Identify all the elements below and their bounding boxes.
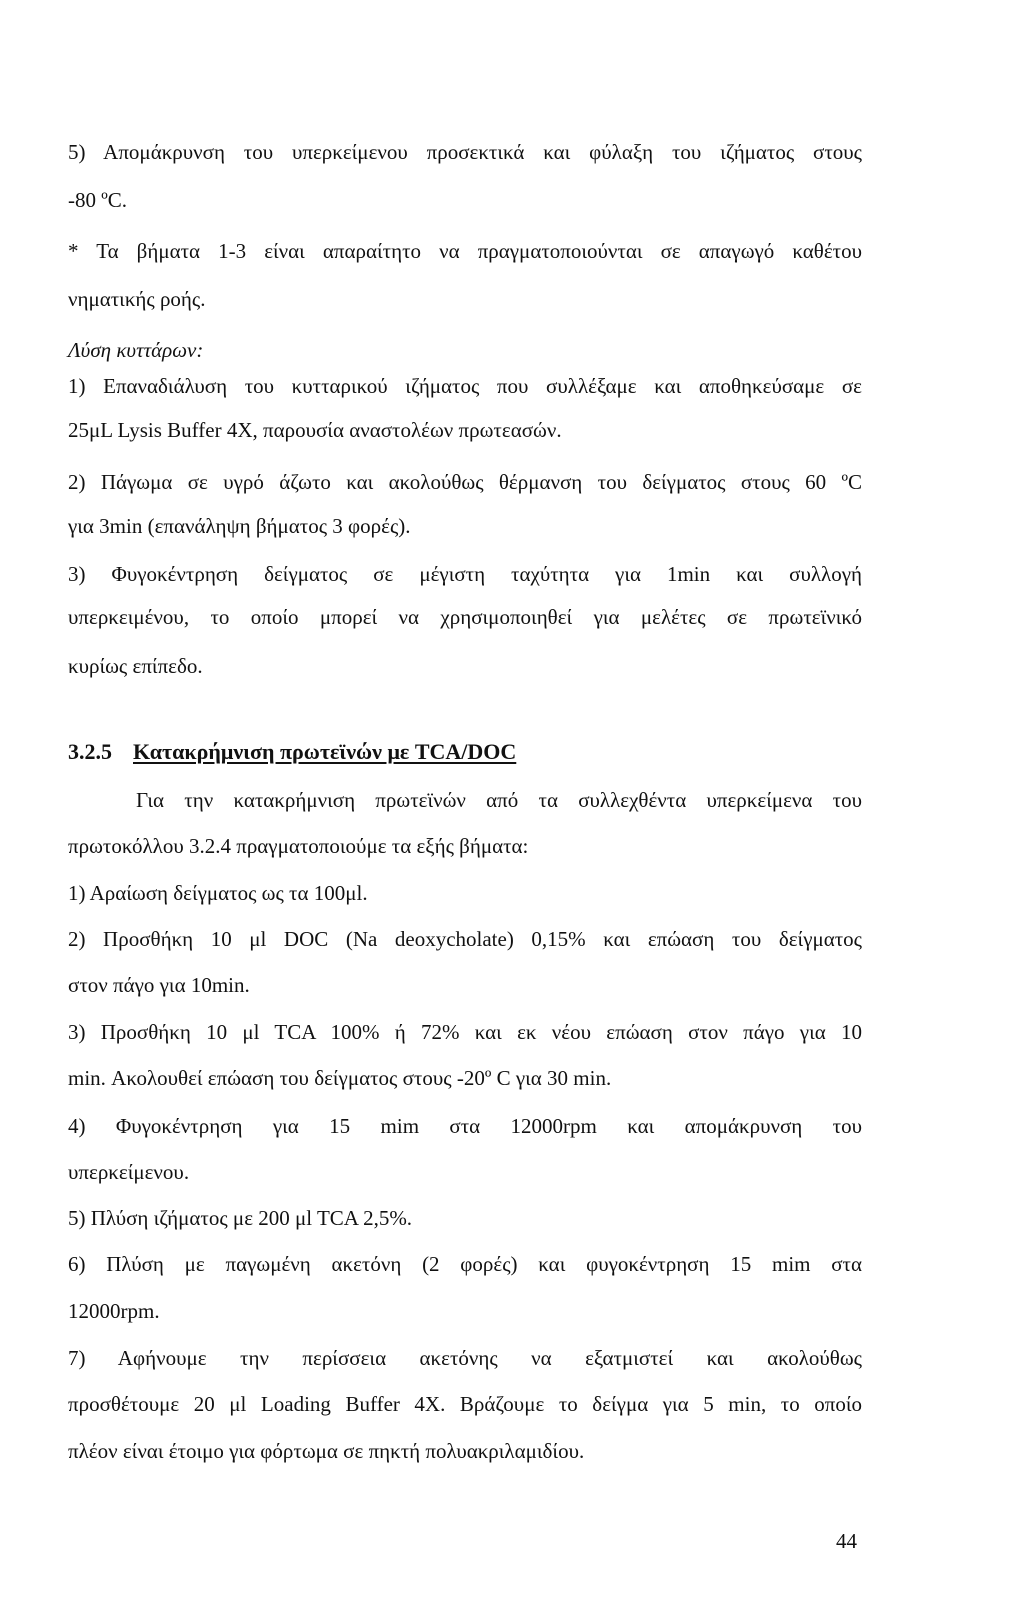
body-text-line: 2) Προσθήκη 10 μl DOC (Na deoxycholate) 0,15% και επώαση του δείγματος [68, 927, 862, 951]
body-text-line: κυρίως επίπεδο. [68, 654, 203, 678]
body-text-line: 4) Φυγοκέντρηση για 15 mim στα 12000rpm και απομάκρυνση του [68, 1114, 862, 1138]
body-text-line: 3) Φυγοκέντρηση δείγματος σε μέγιστη ταχύτητα για 1min και συλλογή [68, 562, 862, 586]
body-text-line: υπερκείμενου. [68, 1160, 190, 1184]
body-text-line: 5) Απομάκρυνση του υπερκείμενου προσεκτικά και φύλαξη του ιζήματος στους [68, 140, 862, 164]
body-text-line: min. Ακολουθεί επώαση του δείγματος στους -20º C για 30 min. [68, 1066, 612, 1090]
body-text-line: 3) Προσθήκη 10 μl TCA 100% ή 72% και εκ νέου επώαση στον πάγο για 10 [68, 1020, 862, 1044]
body-text-line: 5) Πλύση ιζήματος με 200 μl TCA 2,5%. [68, 1206, 413, 1230]
body-text-line: στον πάγο για 10min. [68, 973, 250, 997]
body-text-line: -80 ºC. [68, 188, 128, 212]
page-number: 44 [836, 1529, 857, 1553]
body-text-line: 6) Πλύση με παγωμένη ακετόνη (2 φορές) και φυγοκέντρηση 15 mim στα [68, 1252, 862, 1276]
body-text-line: 7) Αφήνουμε την περίσσεια ακετόνης να εξατμιστεί και ακολούθως [68, 1346, 862, 1370]
body-text-line: προσθέτουμε 20 μl Loading Buffer 4X. Βράζουμε το δείγμα για 5 min, το οποίο [68, 1392, 862, 1416]
body-text-line: Για την κατακρήμνιση πρωτεϊνών από τα συλλεχθέντα υπερκείμενα του [136, 788, 862, 812]
body-text-line: 12000rpm. [68, 1299, 160, 1323]
body-text-line: νηματικής ροής. [68, 287, 206, 311]
body-text-line: 25μL Lysis Buffer 4X, παρουσία αναστολέων πρωτεασών. [68, 418, 562, 442]
section-heading [68, 738, 516, 766]
body-text-line: υπερκειμένου, το οποίο μπορεί να χρησιμοποιηθεί για μελέτες σε πρωτεϊνικό [68, 605, 862, 629]
body-text-line: πλέον είναι έτοιμο για φόρτωμα σε πηκτή πολυακριλαμιδίου. [68, 1439, 585, 1463]
body-text-line: για 3min (επανάληψη βήματος 3 φορές). [68, 514, 411, 538]
section-title: Κατακρήμνιση πρωτεϊνών με TCA/DOC [133, 739, 517, 764]
body-text-line: 1) Επαναδιάλυση του κυτταρικού ιζήματος που συλλέξαμε και αποθηκεύσαμε σε [68, 374, 862, 398]
body-text-line: * Τα βήματα 1-3 είναι απαραίτητο να πραγματοποιούνται σε απαγωγό καθέτου [68, 239, 862, 263]
body-text-line: 2) Πάγωμα σε υγρό άζωτο και ακολούθως θέρμανση του δείγματος στους 60 ºC [68, 470, 862, 494]
body-text-line: πρωτοκόλλου 3.2.4 πραγματοποιούμε τα εξής βήματα: [68, 834, 529, 858]
body-text-line: 1) Αραίωση δείγματος ως τα 100μl. [68, 881, 368, 905]
subsection-label: Λύση κυττάρων: [68, 338, 204, 362]
section-number: 3.2.5 [68, 739, 112, 764]
